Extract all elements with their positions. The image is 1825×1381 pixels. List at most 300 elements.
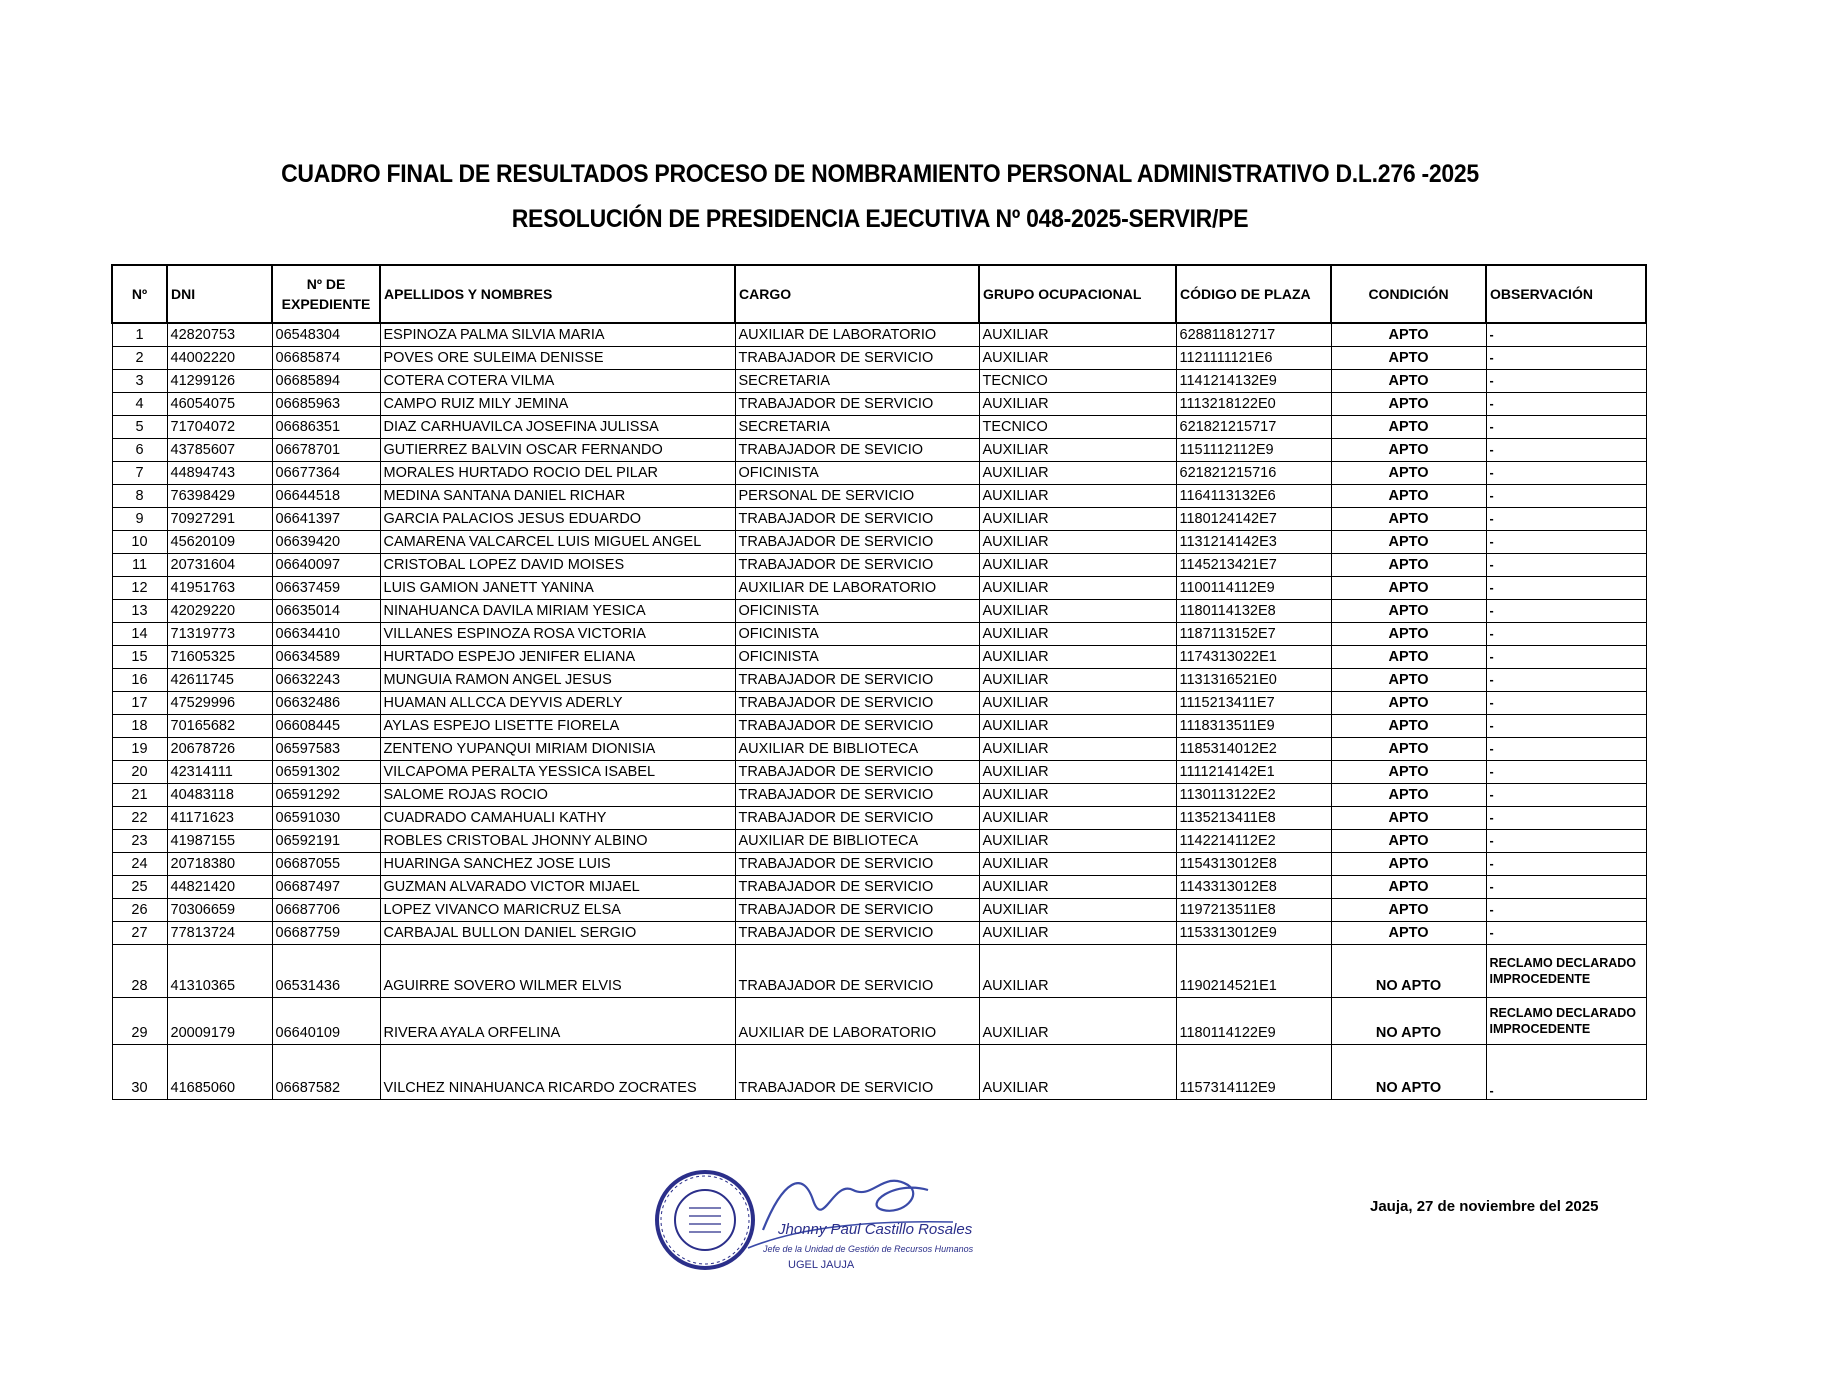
cell-grupo: AUXILIAR: [979, 508, 1176, 531]
cell-cargo: TRABAJADOR DE SERVICIO: [735, 784, 979, 807]
cell-expediente: 06634410: [272, 623, 380, 646]
table-row: [112, 347, 1646, 370]
cell-condicion: APTO: [1331, 830, 1486, 853]
cell-observacion: -: [1486, 669, 1646, 692]
cell-codigo: 1130113122E2: [1176, 784, 1331, 807]
cell-condicion: APTO: [1331, 462, 1486, 485]
cell-nombres: MEDINA SANTANA DANIEL RICHAR: [380, 485, 735, 508]
cell-cargo: TRABAJADOR DE SERVICIO: [735, 669, 979, 692]
cell-nombres: ESPINOZA PALMA SILVIA MARIA: [380, 323, 735, 347]
cell-condicion: APTO: [1331, 439, 1486, 462]
cell-n: 3: [112, 370, 167, 393]
cell-grupo: AUXILIAR: [979, 485, 1176, 508]
cell-n: 17: [112, 692, 167, 715]
cell-nombres: AYLAS ESPEJO LISETTE FIORELA: [380, 715, 735, 738]
cell-dni: 42314111: [167, 761, 272, 784]
cell-expediente: 06678701: [272, 439, 380, 462]
cell-condicion: APTO: [1331, 853, 1486, 876]
cell-dni: 44002220: [167, 347, 272, 370]
cell-condicion: APTO: [1331, 922, 1486, 945]
cell-grupo: AUXILIAR: [979, 738, 1176, 761]
table-row: [112, 646, 1646, 669]
cell-cargo: TRABAJADOR DE SERVICIO: [735, 692, 979, 715]
cell-observacion: -: [1486, 761, 1646, 784]
cell-n: 11: [112, 554, 167, 577]
cell-nombres: HURTADO ESPEJO JENIFER ELIANA: [380, 646, 735, 669]
header-dni: DNI: [167, 265, 272, 323]
cell-n: 9: [112, 508, 167, 531]
cell-n: 21: [112, 784, 167, 807]
results-table: [111, 264, 1647, 1100]
table-row: [112, 508, 1646, 531]
cell-expediente: 06687759: [272, 922, 380, 945]
cell-codigo: 1100114112E9: [1176, 577, 1331, 600]
table-row: [112, 600, 1646, 623]
signature-office: UGEL JAUJA: [788, 1259, 855, 1271]
cell-cargo: SECRETARIA: [735, 416, 979, 439]
cell-dni: 44894743: [167, 462, 272, 485]
cell-n: 12: [112, 577, 167, 600]
cell-nombres: AGUIRRE SOVERO WILMER ELVIS: [380, 945, 735, 998]
cell-cargo: TRABAJADOR DE SERVICIO: [735, 347, 979, 370]
cell-nombres: SALOME ROJAS ROCIO: [380, 784, 735, 807]
table-row: [112, 853, 1646, 876]
cell-nombres: GARCIA PALACIOS JESUS EDUARDO: [380, 508, 735, 531]
cell-codigo: 621821215717: [1176, 416, 1331, 439]
cell-observacion: -: [1486, 807, 1646, 830]
signature-stamp: [653, 1160, 1013, 1280]
cell-cargo: TRABAJADOR DE SERVICIO: [735, 554, 979, 577]
cell-nombres: RIVERA AYALA ORFELINA: [380, 998, 735, 1045]
header-codigo: CÓDIGO DE PLAZA: [1176, 265, 1331, 323]
cell-nombres: CAMARENA VALCARCEL LUIS MIGUEL ANGEL: [380, 531, 735, 554]
table-row: [112, 531, 1646, 554]
cell-expediente: 06635014: [272, 600, 380, 623]
cell-expediente: 06677364: [272, 462, 380, 485]
cell-condicion: APTO: [1331, 807, 1486, 830]
cell-condicion: APTO: [1331, 715, 1486, 738]
cell-cargo: TRABAJADOR DE SERVICIO: [735, 508, 979, 531]
cell-codigo: 1157314112E9: [1176, 1045, 1331, 1100]
cell-condicion: APTO: [1331, 347, 1486, 370]
header-cargo: CARGO: [735, 265, 979, 323]
table-row: [112, 945, 1646, 998]
cell-observacion: -: [1486, 554, 1646, 577]
cell-observacion: -: [1486, 715, 1646, 738]
table-row: [112, 1045, 1646, 1100]
cell-expediente: 06687706: [272, 899, 380, 922]
cell-nombres: MORALES HURTADO ROCIO DEL PILAR: [380, 462, 735, 485]
cell-dni: 42611745: [167, 669, 272, 692]
cell-expediente: 06608445: [272, 715, 380, 738]
table-row: [112, 738, 1646, 761]
cell-n: 20: [112, 761, 167, 784]
cell-condicion: NO APTO: [1331, 945, 1486, 998]
table-row: [112, 370, 1646, 393]
cell-codigo: 1185314012E2: [1176, 738, 1331, 761]
cell-condicion: APTO: [1331, 554, 1486, 577]
cell-dni: 47529996: [167, 692, 272, 715]
cell-grupo: AUXILIAR: [979, 830, 1176, 853]
cell-dni: 42029220: [167, 600, 272, 623]
cell-grupo: AUXILIAR: [979, 347, 1176, 370]
cell-codigo: 1121111121E6: [1176, 347, 1331, 370]
cell-dni: 71605325: [167, 646, 272, 669]
cell-observacion: -: [1486, 784, 1646, 807]
table-header: [112, 265, 1646, 323]
cell-condicion: APTO: [1331, 577, 1486, 600]
cell-condicion: APTO: [1331, 323, 1486, 347]
cell-n: 4: [112, 393, 167, 416]
cell-cargo: SECRETARIA: [735, 370, 979, 393]
header-n: Nº: [112, 265, 167, 323]
cell-cargo: AUXILIAR DE LABORATORIO: [735, 998, 979, 1045]
table-row: [112, 323, 1646, 347]
cell-dni: 20009179: [167, 998, 272, 1045]
table-row: [112, 715, 1646, 738]
cell-cargo: OFICINISTA: [735, 600, 979, 623]
cell-nombres: HUAMAN ALLCCA DEYVIS ADERLY: [380, 692, 735, 715]
cell-grupo: AUXILIAR: [979, 600, 1176, 623]
document-subtitle: RESOLUCIÓN DE PRESIDENCIA EJECUTIVA Nº 048-2025-SERVIR/PE: [511, 205, 1249, 233]
cell-codigo: 1143313012E8: [1176, 876, 1331, 899]
cell-nombres: CAMPO RUIZ MILY JEMINA: [380, 393, 735, 416]
cell-grupo: AUXILIAR: [979, 853, 1176, 876]
cell-expediente: 06597583: [272, 738, 380, 761]
cell-observacion: -: [1486, 485, 1646, 508]
cell-expediente: 06685963: [272, 393, 380, 416]
cell-codigo: 1115213411E7: [1176, 692, 1331, 715]
cell-dni: 70165682: [167, 715, 272, 738]
cell-condicion: APTO: [1331, 876, 1486, 899]
header-condicion: CONDICIÓN: [1331, 265, 1486, 323]
cell-expediente: 06591302: [272, 761, 380, 784]
cell-cargo: OFICINISTA: [735, 623, 979, 646]
cell-n: 16: [112, 669, 167, 692]
cell-cargo: TRABAJADOR DE SERVICIO: [735, 853, 979, 876]
cell-cargo: TRABAJADOR DE SERVICIO: [735, 922, 979, 945]
document-title: CUADRO FINAL DE RESULTADOS PROCESO DE NOMBRAMIENTO PERSONAL ADMINISTRATIVO D.L.276 -2025: [281, 160, 1479, 188]
cell-observacion: -: [1486, 462, 1646, 485]
cell-codigo: 1164113132E6: [1176, 485, 1331, 508]
cell-n: 24: [112, 853, 167, 876]
cell-expediente: 06685894: [272, 370, 380, 393]
cell-grupo: AUXILIAR: [979, 922, 1176, 945]
cell-cargo: TRABAJADOR DE SERVICIO: [735, 393, 979, 416]
cell-codigo: 1154313012E8: [1176, 853, 1331, 876]
cell-cargo: OFICINISTA: [735, 646, 979, 669]
cell-grupo: AUXILIAR: [979, 554, 1176, 577]
cell-codigo: 1187113152E7: [1176, 623, 1331, 646]
cell-codigo: 1174313022E1: [1176, 646, 1331, 669]
cell-n: 13: [112, 600, 167, 623]
cell-dni: 41299126: [167, 370, 272, 393]
cell-codigo: 1141214132E9: [1176, 370, 1331, 393]
cell-observacion: -: [1486, 1045, 1646, 1100]
cell-observacion: -: [1486, 692, 1646, 715]
cell-dni: 46054075: [167, 393, 272, 416]
cell-condicion: APTO: [1331, 738, 1486, 761]
table-row: [112, 899, 1646, 922]
table-row: [112, 439, 1646, 462]
table-row: [112, 485, 1646, 508]
cell-nombres: LOPEZ VIVANCO MARICRUZ ELSA: [380, 899, 735, 922]
cell-dni: 20731604: [167, 554, 272, 577]
cell-condicion: APTO: [1331, 370, 1486, 393]
cell-condicion: APTO: [1331, 623, 1486, 646]
cell-dni: 71704072: [167, 416, 272, 439]
cell-observacion: -: [1486, 347, 1646, 370]
cell-expediente: 06531436: [272, 945, 380, 998]
cell-n: 22: [112, 807, 167, 830]
cell-n: 7: [112, 462, 167, 485]
cell-condicion: APTO: [1331, 784, 1486, 807]
cell-cargo: TRABAJADOR DE SERVICIO: [735, 876, 979, 899]
cell-dni: 41310365: [167, 945, 272, 998]
cell-nombres: VILLANES ESPINOZA ROSA VICTORIA: [380, 623, 735, 646]
cell-nombres: CARBAJAL BULLON DANIEL SERGIO: [380, 922, 735, 945]
table-row: [112, 416, 1646, 439]
cell-grupo: AUXILIAR: [979, 807, 1176, 830]
cell-nombres: NINAHUANCA DAVILA MIRIAM YESICA: [380, 600, 735, 623]
cell-expediente: 06640097: [272, 554, 380, 577]
cell-observacion: -: [1486, 577, 1646, 600]
cell-observacion: -: [1486, 830, 1646, 853]
cell-condicion: APTO: [1331, 692, 1486, 715]
cell-expediente: 06632243: [272, 669, 380, 692]
header-nombres: APELLIDOS Y NOMBRES: [380, 265, 735, 323]
cell-condicion: APTO: [1331, 416, 1486, 439]
cell-cargo: TRABAJADOR DE SERVICIO: [735, 1045, 979, 1100]
cell-observacion: -: [1486, 922, 1646, 945]
cell-n: 6: [112, 439, 167, 462]
cell-grupo: AUXILIAR: [979, 784, 1176, 807]
table-row: [112, 876, 1646, 899]
cell-condicion: APTO: [1331, 531, 1486, 554]
table-row: [112, 922, 1646, 945]
cell-dni: 45620109: [167, 531, 272, 554]
cell-cargo: TRABAJADOR DE SERVICIO: [735, 531, 979, 554]
cell-codigo: 1113218122E0: [1176, 393, 1331, 416]
cell-nombres: GUTIERREZ BALVIN OSCAR FERNANDO: [380, 439, 735, 462]
cell-nombres: MUNGUIA RAMON ANGEL JESUS: [380, 669, 735, 692]
cell-codigo: 1180114122E9: [1176, 998, 1331, 1045]
cell-n: 15: [112, 646, 167, 669]
cell-n: 29: [112, 998, 167, 1045]
signature-role: Jefe de la Unidad de Gestión de Recursos Humanos: [763, 1244, 974, 1254]
table-body: [112, 323, 1646, 1100]
header-observacion: OBSERVACIÓN: [1486, 265, 1646, 323]
cell-codigo: 1111214142E1: [1176, 761, 1331, 784]
cell-expediente: 06637459: [272, 577, 380, 600]
cell-expediente: 06591292: [272, 784, 380, 807]
cell-n: 30: [112, 1045, 167, 1100]
cell-nombres: CRISTOBAL LOPEZ DAVID MOISES: [380, 554, 735, 577]
cell-n: 5: [112, 416, 167, 439]
cell-observacion: -: [1486, 416, 1646, 439]
table-row: [112, 807, 1646, 830]
cell-expediente: 06640109: [272, 998, 380, 1045]
cell-expediente: 06634589: [272, 646, 380, 669]
cell-dni: 77813724: [167, 922, 272, 945]
cell-expediente: 06686351: [272, 416, 380, 439]
cell-cargo: AUXILIAR DE LABORATORIO: [735, 577, 979, 600]
cell-observacion: RECLAMO DECLARADO IMPROCEDENTE: [1486, 998, 1646, 1045]
cell-expediente: 06632486: [272, 692, 380, 715]
cell-grupo: AUXILIAR: [979, 715, 1176, 738]
cell-nombres: LUIS GAMION JANETT YANINA: [380, 577, 735, 600]
cell-dni: 70927291: [167, 508, 272, 531]
cell-expediente: 06687582: [272, 1045, 380, 1100]
cell-condicion: APTO: [1331, 761, 1486, 784]
table-row: [112, 577, 1646, 600]
cell-nombres: VILCHEZ NINAHUANCA RICARDO ZOCRATES: [380, 1045, 735, 1100]
cell-observacion: -: [1486, 600, 1646, 623]
cell-expediente: 06641397: [272, 508, 380, 531]
cell-codigo: 1151112112E9: [1176, 439, 1331, 462]
cell-expediente: 06687055: [272, 853, 380, 876]
cell-dni: 41987155: [167, 830, 272, 853]
table-row: [112, 554, 1646, 577]
cell-condicion: APTO: [1331, 393, 1486, 416]
cell-observacion: -: [1486, 853, 1646, 876]
cell-condicion: APTO: [1331, 600, 1486, 623]
cell-observacion: -: [1486, 439, 1646, 462]
cell-dni: 71319773: [167, 623, 272, 646]
cell-grupo: AUXILIAR: [979, 623, 1176, 646]
cell-expediente: 06592191: [272, 830, 380, 853]
cell-grupo: AUXILIAR: [979, 945, 1176, 998]
table-row: [112, 830, 1646, 853]
cell-codigo: 1190214521E1: [1176, 945, 1331, 998]
cell-nombres: DIAZ CARHUAVILCA JOSEFINA JULISSA: [380, 416, 735, 439]
cell-grupo: AUXILIAR: [979, 876, 1176, 899]
cell-dni: 76398429: [167, 485, 272, 508]
cell-observacion: -: [1486, 876, 1646, 899]
cell-cargo: TRABAJADOR DE SERVICIO: [735, 899, 979, 922]
cell-condicion: APTO: [1331, 508, 1486, 531]
cell-observacion: RECLAMO DECLARADO IMPROCEDENTE: [1486, 945, 1646, 998]
cell-n: 8: [112, 485, 167, 508]
cell-dni: 42820753: [167, 323, 272, 347]
table-row: [112, 784, 1646, 807]
cell-nombres: VILCAPOMA PERALTA YESSICA ISABEL: [380, 761, 735, 784]
cell-grupo: AUXILIAR: [979, 998, 1176, 1045]
cell-expediente: 06685874: [272, 347, 380, 370]
cell-condicion: APTO: [1331, 899, 1486, 922]
cell-codigo: 1135213411E8: [1176, 807, 1331, 830]
table-row: [112, 692, 1646, 715]
table-row: [112, 669, 1646, 692]
cell-nombres: POVES ORE SULEIMA DENISSE: [380, 347, 735, 370]
cell-codigo: 1142214112E2: [1176, 830, 1331, 853]
cell-grupo: AUXILIAR: [979, 1045, 1176, 1100]
table-row: [112, 761, 1646, 784]
cell-nombres: ROBLES CRISTOBAL JHONNY ALBINO: [380, 830, 735, 853]
cell-nombres: CUADRADO CAMAHUALI KATHY: [380, 807, 735, 830]
cell-grupo: AUXILIAR: [979, 393, 1176, 416]
cell-grupo: AUXILIAR: [979, 646, 1176, 669]
table-row: [112, 462, 1646, 485]
cell-codigo: 1145213421E7: [1176, 554, 1331, 577]
cell-cargo: AUXILIAR DE BIBLIOTECA: [735, 830, 979, 853]
cell-observacion: -: [1486, 508, 1646, 531]
table-row: [112, 998, 1646, 1045]
cell-n: 28: [112, 945, 167, 998]
cell-codigo: 1197213511E8: [1176, 899, 1331, 922]
cell-n: 19: [112, 738, 167, 761]
cell-condicion: APTO: [1331, 485, 1486, 508]
cell-dni: 41171623: [167, 807, 272, 830]
cell-grupo: AUXILIAR: [979, 577, 1176, 600]
cell-dni: 20718380: [167, 853, 272, 876]
signature-name: Jhonny Paul Castillo Rosales: [778, 1221, 973, 1238]
cell-cargo: OFICINISTA: [735, 462, 979, 485]
cell-cargo: AUXILIAR DE LABORATORIO: [735, 323, 979, 347]
cell-codigo: 1180124142E7: [1176, 508, 1331, 531]
cell-observacion: -: [1486, 323, 1646, 347]
cell-codigo: 621821215716: [1176, 462, 1331, 485]
cell-n: 1: [112, 323, 167, 347]
cell-cargo: TRABAJADOR DE SERVICIO: [735, 715, 979, 738]
cell-expediente: 06548304: [272, 323, 380, 347]
cell-nombres: ZENTENO YUPANQUI MIRIAM DIONISIA: [380, 738, 735, 761]
cell-observacion: -: [1486, 646, 1646, 669]
cell-dni: 41685060: [167, 1045, 272, 1100]
cell-expediente: 06687497: [272, 876, 380, 899]
cell-nombres: GUZMAN ALVARADO VICTOR MIJAEL: [380, 876, 735, 899]
cell-observacion: -: [1486, 623, 1646, 646]
cell-dni: 44821420: [167, 876, 272, 899]
cell-grupo: AUXILIAR: [979, 439, 1176, 462]
cell-grupo: AUXILIAR: [979, 323, 1176, 347]
cell-observacion: -: [1486, 531, 1646, 554]
seal-icon: [657, 1172, 753, 1268]
cell-condicion: APTO: [1331, 669, 1486, 692]
table-row: [112, 623, 1646, 646]
cell-nombres: HUARINGA SANCHEZ JOSE LUIS: [380, 853, 735, 876]
cell-cargo: TRABAJADOR DE SERVICIO: [735, 807, 979, 830]
cell-observacion: -: [1486, 393, 1646, 416]
cell-observacion: -: [1486, 370, 1646, 393]
cell-codigo: 1131316521E0: [1176, 669, 1331, 692]
cell-grupo: AUXILIAR: [979, 531, 1176, 554]
cell-codigo: 628811812717: [1176, 323, 1331, 347]
cell-grupo: AUXILIAR: [979, 692, 1176, 715]
cell-cargo: TRABAJADOR DE SERVICIO: [735, 761, 979, 784]
cell-grupo: AUXILIAR: [979, 899, 1176, 922]
cell-expediente: 06591030: [272, 807, 380, 830]
cell-condicion: APTO: [1331, 646, 1486, 669]
header-expediente: Nº DE EXPEDIENTE: [272, 265, 380, 323]
cell-nombres: COTERA COTERA VILMA: [380, 370, 735, 393]
cell-n: 18: [112, 715, 167, 738]
cell-condicion: NO APTO: [1331, 998, 1486, 1045]
cell-observacion: -: [1486, 738, 1646, 761]
cell-n: 10: [112, 531, 167, 554]
cell-dni: 20678726: [167, 738, 272, 761]
cell-grupo: TECNICO: [979, 370, 1176, 393]
cell-observacion: -: [1486, 899, 1646, 922]
cell-n: 23: [112, 830, 167, 853]
cell-expediente: 06639420: [272, 531, 380, 554]
cell-dni: 43785607: [167, 439, 272, 462]
cell-codigo: 1131214142E3: [1176, 531, 1331, 554]
cell-grupo: AUXILIAR: [979, 462, 1176, 485]
cell-n: 25: [112, 876, 167, 899]
cell-codigo: 1180114132E8: [1176, 600, 1331, 623]
cell-n: 26: [112, 899, 167, 922]
